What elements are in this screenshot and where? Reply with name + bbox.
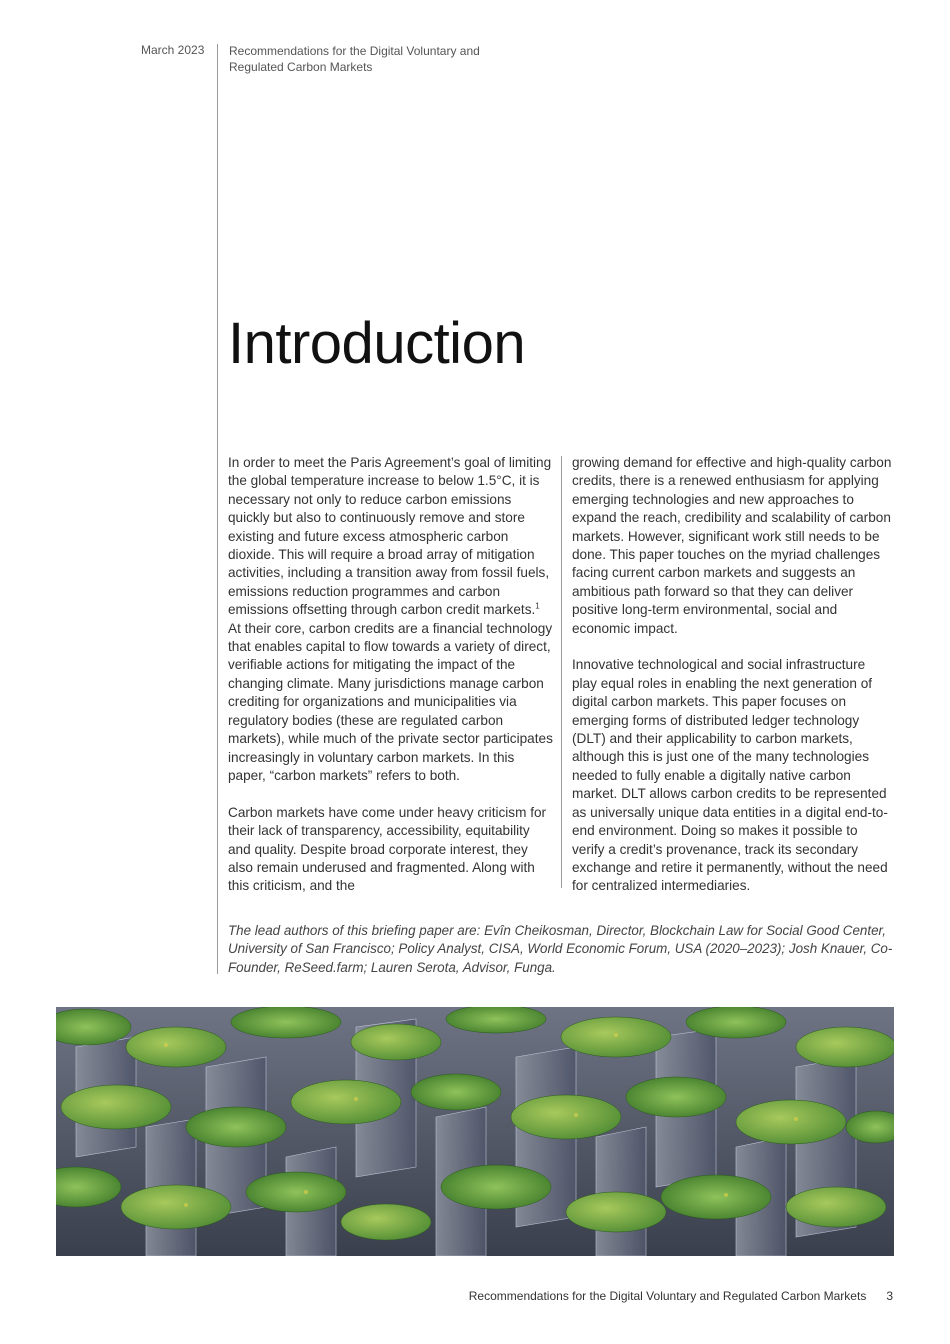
body-column-left — [228, 454, 554, 914]
footer-title: Recommendations for the Digital Voluntary and Regulated Carbon Markets — [468, 1289, 867, 1303]
paragraph: growing demand for effective and high-quality carbon credits, there is a renewed enthusiasm for applying emerging technologies and new approaches to expand the reach, credibility and scalability of carbon markets. However, significant work still needs to be done. This paper touches on the myriad challenges facing current carbon markets and suggests an ambitious path forward so that they can deliver positive long-term environmental, social and economic impact. — [572, 455, 892, 636]
page-title: Introduction — [228, 311, 526, 376]
grass-blocks-photo — [56, 1007, 894, 1256]
authors-note: The lead authors of this briefing paper are: Evîn Cheikosman, Director, Blockchain Law for Social Good Center, University of San Francisco; Policy Analyst, CISA, World Economic Forum, USA (2020–2023); Josh Knauer, Co-Founder, ReSeed.farm; Lauren Serota, Advisor, Funga. — [228, 923, 893, 975]
header-date: March 2023 — [141, 43, 205, 57]
page-footer — [469, 1289, 893, 1303]
body-column-right — [572, 454, 892, 914]
footnote-reference: 1 — [535, 601, 540, 611]
paragraph: Carbon markets have come under heavy criticism for their lack of transparency, accessibility, equitability and quality. Despite broad corporate interest, they also remain underused and fragmented. Along with this criticism, and the — [228, 804, 547, 894]
page-number: 3 — [886, 1289, 893, 1303]
paragraph — [228, 454, 554, 785]
paragraph: Innovative technological and social infrastructure play equal roles in enabling the next generation of digital carbon markets. This paper focuses on emerging forms of distributed ledger technology (DLT) and their applicability to carbon markets, although this is just one of the many technologies needed to fully enable a digitally native carbon market. DLT allows carbon credits to be represented as universally unique data entities in a digital end-to-end environment. Doing so makes it possible to verify a credit’s provenance, track its secondary exchange and retire it permanently, without the need for centralized intermediaries. — [572, 657, 888, 894]
column-divider — [561, 456, 562, 888]
paragraph-text: At their core, carbon credits are a financial technology that enables capital to flow towards a variety of direct, verifiable actions for mitigating the impact of the changing climate. Many jurisdictions manage carbon crediting for organizations and municipalities via regulatory bodies (these are regulated carbon markets), while much of the private sector participates increasingly in voluntary carbon markets. In this paper, “carbon markets” refers to both. — [228, 620, 553, 783]
header-title: Recommendations for the Digital Voluntary and Regulated Carbon Markets — [229, 44, 480, 74]
vertical-rule — [217, 44, 218, 974]
paragraph-text: In order to meet the Paris Agreement’s goal of limiting the global temperature increase to below 1.5°C, it is necessary not only to reduce carbon emissions quickly but also to continuously remove and store existing and future excess atmospheric carbon dioxide. This will require a broad array of mitigation activities, including a transition away from fossil fuels, emissions reduction programmes and carbon emissions offsetting through carbon credit markets. — [228, 455, 552, 618]
